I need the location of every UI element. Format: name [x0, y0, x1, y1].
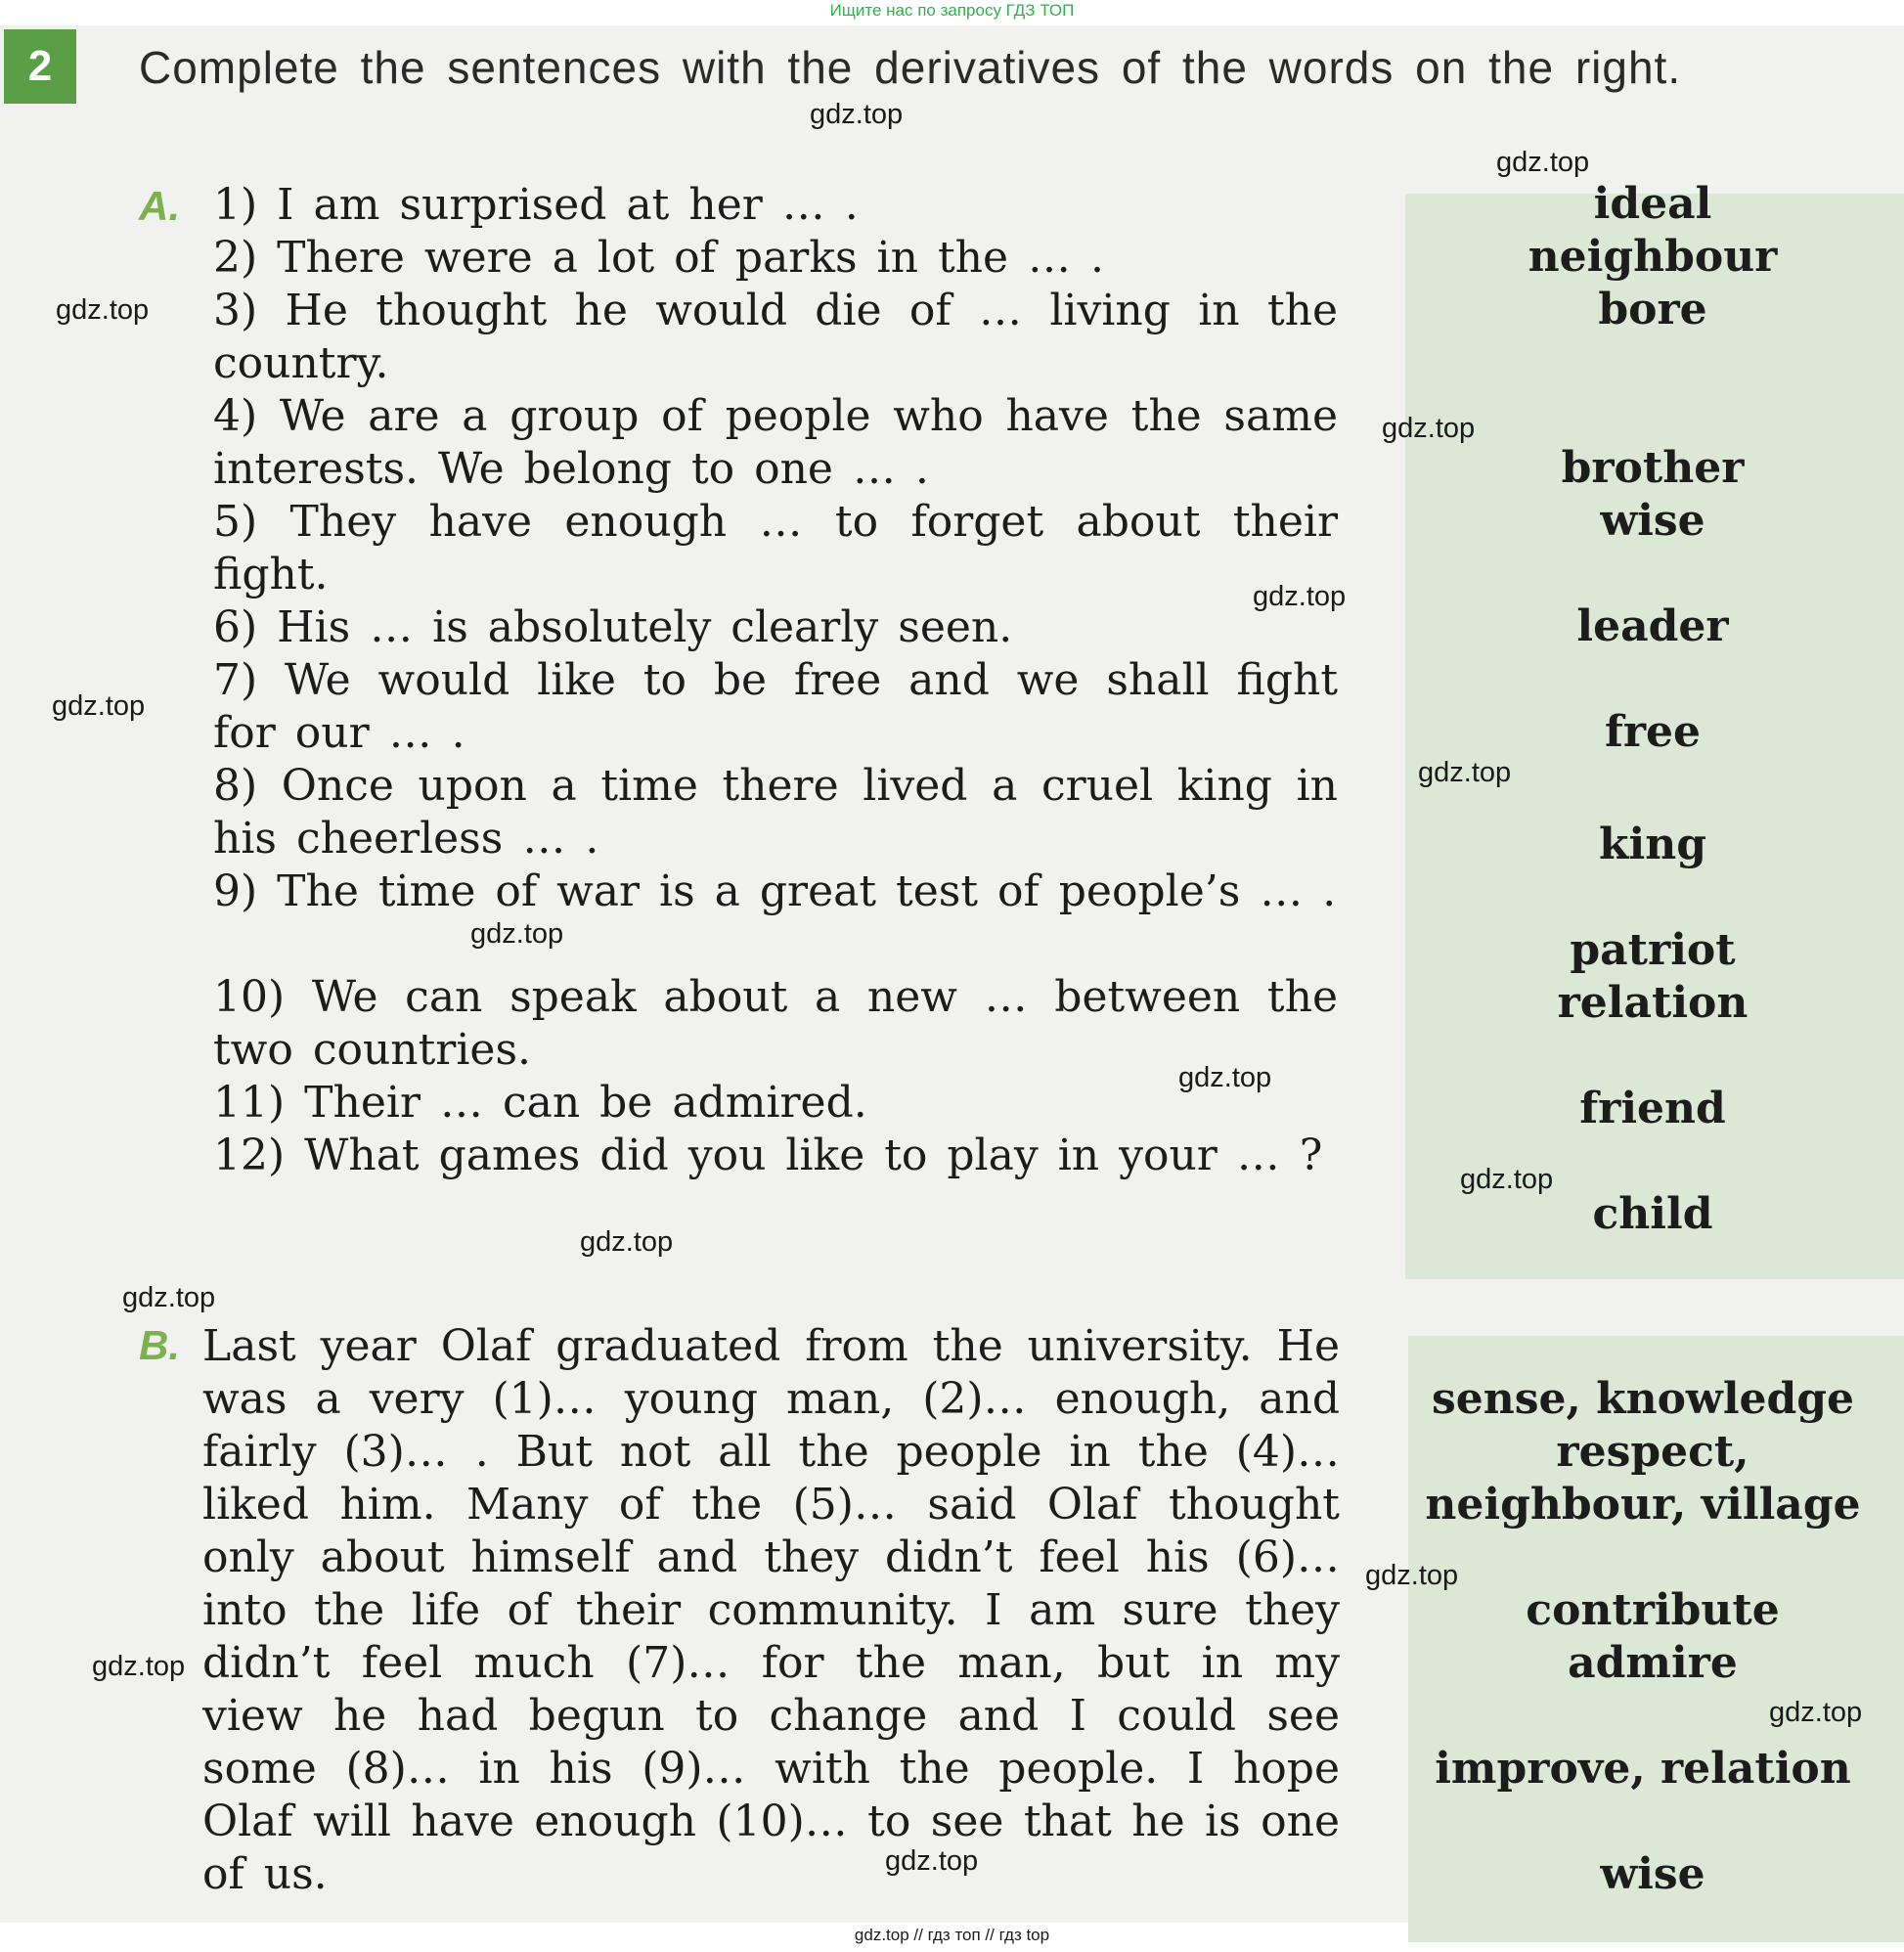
sentence-4: 4) We are a group of people who have the same interests. We belong to one … .: [213, 391, 1338, 494]
sentence-2: 2) There were a lot of parks in the … .: [213, 233, 1104, 283]
section-a-letter: A.: [139, 183, 180, 229]
watermark: gdz.top: [580, 1226, 674, 1258]
word-free: free: [1604, 707, 1702, 757]
section-b-letter: B.: [139, 1322, 180, 1368]
watermark: gdz.top: [52, 690, 146, 722]
sentence-5: 5) They have enough … to forget about their fight.: [213, 497, 1338, 599]
word-bore: bore: [1598, 285, 1707, 334]
sentence-12: 12) What games did you like to play in your … ?: [213, 1131, 1323, 1180]
word-respect: respect,: [1556, 1427, 1749, 1477]
watermark: gdz.top: [810, 99, 904, 130]
watermark: gdz.top: [92, 1651, 186, 1682]
watermark: gdz.top: [885, 1845, 979, 1877]
sentence-10: 10) We can speak about a new … between the two countries.: [213, 972, 1338, 1075]
watermark: gdz.top: [122, 1282, 216, 1313]
sentence-9: 9) The time of war is a great test of people’s … .: [213, 866, 1337, 916]
watermark: gdz.top: [1769, 1697, 1863, 1728]
word-wise: wise: [1600, 496, 1705, 546]
word-admire: admire: [1568, 1638, 1738, 1688]
word-leader: leader: [1576, 601, 1729, 651]
sentence-7: 7) We would like to be free and we shall fight for our … .: [213, 655, 1338, 758]
word-friend: friend: [1579, 1084, 1726, 1133]
word-neighbour-village: neighbour, village: [1425, 1480, 1861, 1530]
watermark: gdz.top: [1460, 1164, 1554, 1195]
watermark: gdz.top: [1418, 757, 1512, 788]
watermark: gdz.top: [1382, 413, 1476, 444]
watermark: gdz.top: [1178, 1062, 1272, 1093]
word-contribute: contribute: [1526, 1585, 1780, 1635]
sentence-6: 6) His … is absolutely clearly seen.: [213, 602, 1013, 652]
word-relation: relation: [1557, 978, 1749, 1028]
exercise-instruction: Complete the sentences with the derivatives of the words on the right.: [139, 42, 1682, 93]
word-child: child: [1592, 1189, 1713, 1239]
sentence-1: 1) I am surprised at her … .: [213, 180, 859, 230]
word-sense-knowledge: sense, knowledge: [1431, 1374, 1855, 1424]
word-brother: brother: [1561, 443, 1745, 493]
word-wise-b: wise: [1600, 1849, 1705, 1899]
sentence-3: 3) He thought he would die of … living in the country.: [213, 286, 1338, 388]
top-banner: Ищите нас по запросу ГДЗ ТОП: [829, 1, 1075, 20]
exercise-number-badge: 2: [4, 29, 76, 104]
section-b-paragraph: Last year Olaf graduated from the university. He was a very (1)… young man, (2)… enough, and fairly (3)… . But not all the people in the (4)… liked him. Many of the (5)… said Olaf thought only about himself and they didn’t feel his (6)… into the life of their community. I am sure they didn’t feel much (7)… for the man, but in my view he had begun to change and I could see some (8)… in his (9)… with the people. I hope Olaf will have enough (10)… to see that he is one of us.: [202, 1321, 1340, 1899]
sentence-8: 8) Once upon a time there lived a cruel king in his cheerless … .: [213, 761, 1338, 864]
word-patriot: patriot: [1570, 925, 1736, 975]
watermark: gdz.top: [56, 294, 150, 326]
watermark: gdz.top: [1253, 581, 1347, 612]
word-neighbour: neighbour: [1528, 232, 1778, 282]
watermark: gdz.top: [1496, 147, 1590, 178]
sentence-11: 11) Their … can be admired.: [213, 1078, 867, 1128]
footer-links: gdz.top // гдз топ // гдз top: [854, 1926, 1050, 1944]
word-improve-relation: improve, relation: [1435, 1744, 1851, 1794]
watermark: gdz.top: [1365, 1560, 1459, 1591]
watermark: gdz.top: [470, 918, 564, 950]
word-king: king: [1599, 820, 1706, 869]
word-ideal: ideal: [1593, 179, 1712, 229]
